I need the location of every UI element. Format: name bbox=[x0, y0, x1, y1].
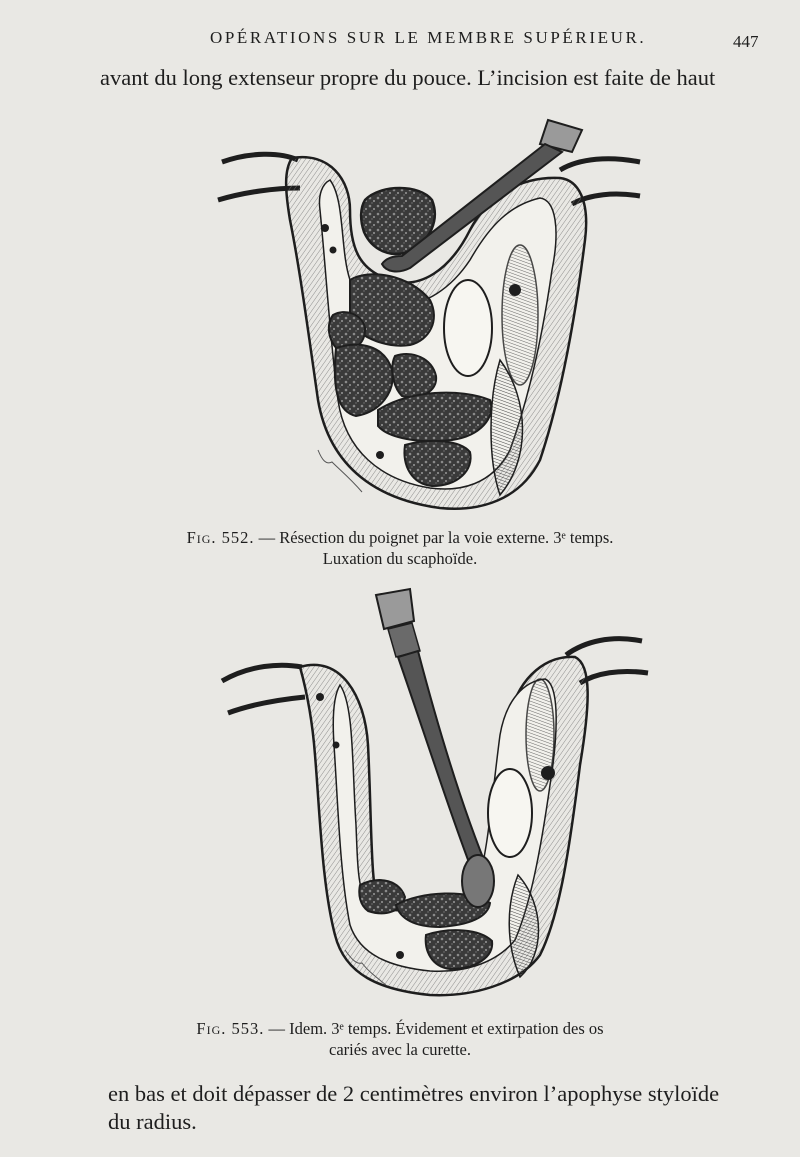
caption-line-2: cariés avec la curette. bbox=[329, 1040, 471, 1059]
figure-553-illustration bbox=[0, 585, 800, 1015]
figure-label: Fig. 552. bbox=[186, 528, 255, 547]
figure-label: Fig. 553. bbox=[196, 1019, 265, 1038]
figure-552-caption bbox=[0, 527, 800, 569]
running-head bbox=[0, 28, 800, 52]
figure-552-illustration bbox=[0, 100, 800, 520]
running-title: OPÉRATIONS SUR LE MEMBRE SUPÉRIEUR. bbox=[210, 28, 647, 47]
caption-line-1 bbox=[0, 527, 800, 548]
caption-line-1 bbox=[0, 1018, 800, 1039]
caption-text: — Résection du poignet par la voie externe. 3ᵉ temps. bbox=[254, 528, 614, 547]
body-text-bottom-line-2: du radius. bbox=[108, 1109, 197, 1134]
caption-text: — Idem. 3ᵉ temps. Évidement et extirpation des os bbox=[264, 1019, 604, 1038]
body-text-top: avant du long extenseur propre du pouce. L’incision est faite de haut bbox=[100, 65, 716, 90]
figure-553-caption bbox=[0, 1018, 800, 1060]
caption-line-2: Luxation du scaphoïde. bbox=[322, 549, 478, 568]
body-text-bottom-line-1: en bas et doit dépasser de 2 centimètres environ l’apophyse styloïde bbox=[108, 1081, 720, 1106]
page-number: 447 bbox=[733, 32, 759, 51]
